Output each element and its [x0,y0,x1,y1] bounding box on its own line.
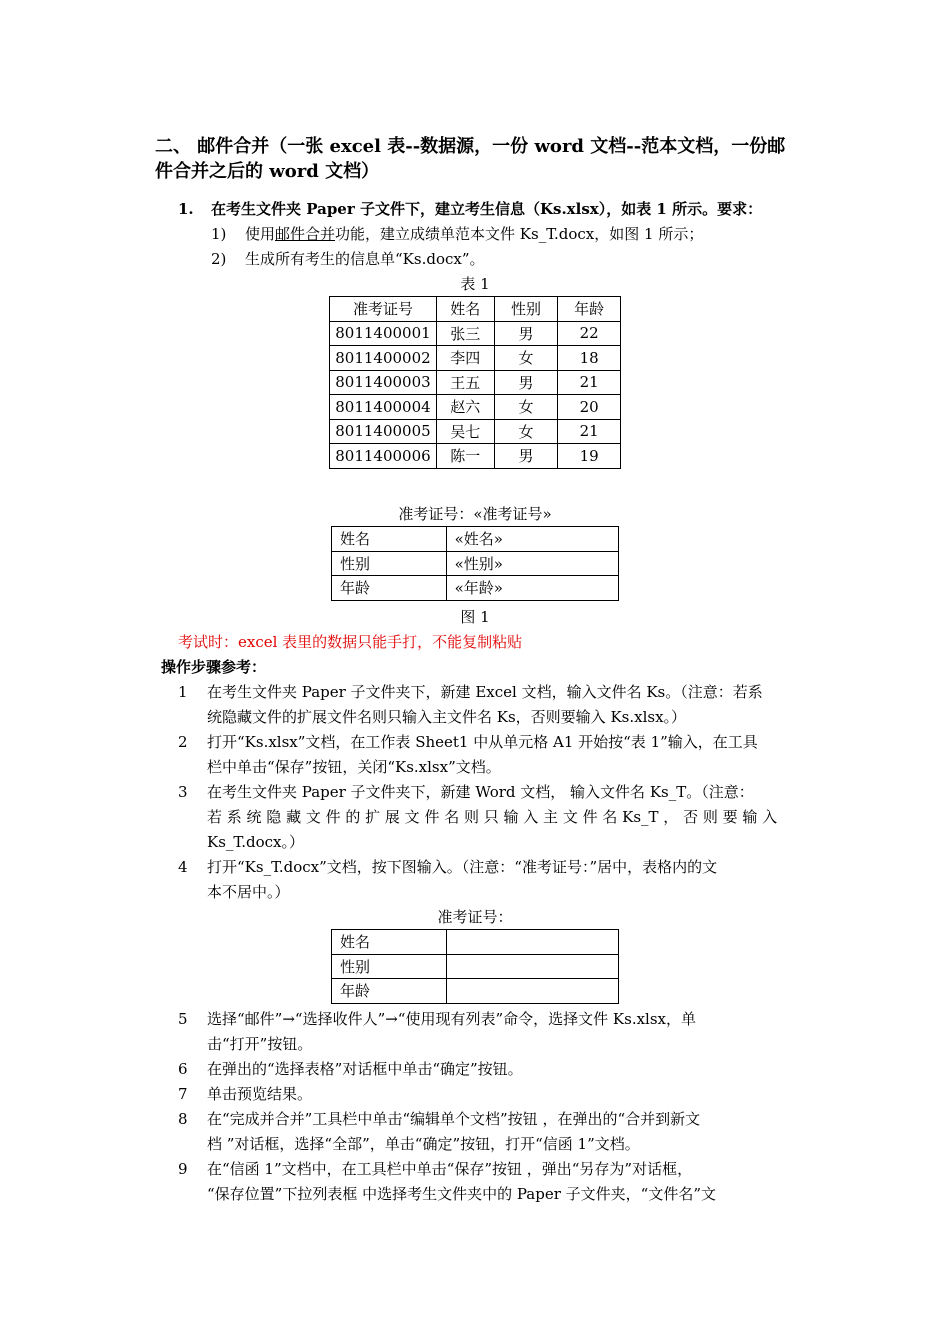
table-cell: 陈一 [436,444,494,469]
table-cell: 姓名 [332,527,447,552]
step-line: 选择“邮件”→“选择收件人”→“使用现有列表”命令，选择文件 Ks.xlsx，单 [207,1010,697,1028]
section-heading-line1: 二、 邮件合并（一张 excel 表--数据源，一份 word 文档--范本文档，一份邮 [155,136,786,157]
step-line: 若 系 统 隐 藏 文 件 的 扩 展 文 件 名 则 只 输 入 主 文 件 名 Ks_T ， 否 则 要 输 入 [207,808,778,826]
table-cell: 8011400003 [330,370,437,395]
step-line: 统隐藏文件的扩展文件名则只输入主文件名 Ks，否则要输入 Ks.xlsx。） [207,708,687,726]
step-line: 单击预览结果。 [207,1085,313,1103]
sub-item-1-text-before: 使用 [245,225,276,243]
table-cell: 李四 [436,346,494,371]
mail-merge-underlined: 邮件合并 [275,225,336,243]
table1 [329,296,621,469]
table-row [330,346,621,371]
table-cell: 21 [558,370,621,395]
table-cell: 8011400004 [330,395,437,420]
step-line: 本不居中。） [207,883,290,901]
steps-title: 操作步骤参考： [161,658,267,676]
step-line: 击“打开”按钮。 [207,1035,313,1053]
step-number: 1 [178,683,188,701]
step-text [207,855,807,905]
table-cell: 张三 [436,321,494,346]
table-cell: 女 [494,419,558,444]
template-title: 准考证号： [437,908,513,926]
sub-item-2-text: 生成所有考生的信息单“Ks.docx”。 [245,250,485,268]
table-row [330,395,621,420]
table-cell: 8011400001 [330,321,437,346]
table-row [332,527,619,552]
table1-header-row [330,297,621,322]
step-text [207,1107,807,1157]
sub-item-2-number: 2) [211,250,227,268]
step-line: 在“完成并合并”工具栏中单击“编辑单个文档”按钮 ，在弹出的“合并到新文 [207,1110,701,1128]
step-text [207,780,807,855]
table-cell: 赵六 [436,395,494,420]
table-cell [446,979,618,1004]
table-cell: 男 [494,370,558,395]
step-text [207,1007,807,1057]
table-cell: 女 [494,346,558,371]
sub-item-1-text-after: 功能，建立成绩单范本文件 Ks_T.docx，如图 1 所示； [335,225,704,243]
table1-header-cell: 年龄 [558,297,621,322]
table-cell: 年龄 [332,576,447,601]
table-cell: 性别 [332,551,447,576]
step-number: 5 [178,1010,188,1028]
table-cell: 男 [494,321,558,346]
figure1-title: 准考证号：«准考证号» [398,505,552,523]
step-text [207,1157,807,1207]
table-cell: 性别 [332,954,447,979]
step-number: 3 [178,783,188,801]
table-cell: 女 [494,395,558,420]
table1-header-cell: 准考证号 [330,297,437,322]
step-number: 2 [178,733,188,751]
table-cell: 8011400006 [330,444,437,469]
table-cell [446,930,618,955]
table-cell: 20 [558,395,621,420]
table-row [332,551,619,576]
table-cell: 姓名 [332,930,447,955]
figure1-table [331,526,619,601]
step-line: 打开“Ks.xlsx”文档，在工作表 Sheet1 中从单元格 A1 开始按“表 1”输入，在工具 [207,733,758,751]
sub-item-1-number: 1) [211,225,227,243]
table-cell: «性别» [446,551,618,576]
table1-caption: 表 1 [460,275,490,293]
step-line: “保存位置”下拉列表框 中选择考生文件夹中的 Paper 子文件夹，“文件名”文 [207,1185,716,1203]
table-cell: 年龄 [332,979,447,1004]
step-number: 7 [178,1085,188,1103]
step-line: 在弹出的“选择表格”对话框中单击“确定”按钮。 [207,1060,523,1078]
table-cell: «年龄» [446,576,618,601]
table-cell: 8011400002 [330,346,437,371]
table-row [330,444,621,469]
step-text [207,730,807,780]
figure1-caption: 图 1 [460,608,490,626]
table-cell: 18 [558,346,621,371]
table-cell: 男 [494,444,558,469]
table-row [332,979,619,1004]
table-row [332,954,619,979]
step-line: 档 ”对话框，选择“全部”，单击“确定”按钮，打开“信函 1”文档。 [207,1135,640,1153]
section-heading-line2: 件合并之后的 word 文档） [155,161,380,182]
step-line: 在“信函 1”文档中，在工具栏中单击“保存”按钮 ，弹出“另存为”对话框， [207,1160,693,1178]
step-line: Ks_T.docx。） [207,833,304,851]
step-number: 6 [178,1060,188,1078]
table-row [332,930,619,955]
table-row [330,321,621,346]
table-cell: 21 [558,419,621,444]
step-number: 4 [178,858,188,876]
table-cell: 22 [558,321,621,346]
table-cell: 19 [558,444,621,469]
step-line: 打开“Ks_T.docx”文档，按下图输入。（注意：“准考证号：”居中，表格内的文 [207,858,718,876]
table-cell: 吴七 [436,419,494,444]
template-table [331,929,619,1004]
step-line: 在考生文件夹 Paper 子文件夹下，新建 Excel 文档，输入文件名 Ks。（注意：若系 [207,683,763,701]
table-cell: 8011400005 [330,419,437,444]
table-row [330,370,621,395]
step-text [207,1082,807,1107]
table1-header-cell: 姓名 [436,297,494,322]
exam-note: 考试时：excel 表里的数据只能手打，不能复制粘贴 [178,633,523,651]
step-text [207,1057,807,1082]
table-cell: «姓名» [446,527,618,552]
step-line: 在考生文件夹 Paper 子文件夹下，新建 Word 文档， 输入文件名 Ks_T。（注意： [207,783,754,801]
item1-number: 1. [178,200,194,218]
step-line: 栏中单击“保存”按钮，关闭“Ks.xlsx”文档。 [207,758,501,776]
sub-item-1-text [245,222,703,247]
step-text [207,680,807,730]
table-row [330,419,621,444]
table-cell [446,954,618,979]
step-number: 8 [178,1110,188,1128]
item1-text: 在考生文件夹 Paper 子文件下，建立考生信息（Ks.xlsx），如表 1 所示。要求： [211,200,763,218]
step-number: 9 [178,1160,188,1178]
table-cell: 王五 [436,370,494,395]
table1-header-cell: 性别 [494,297,558,322]
table-row [332,576,619,601]
